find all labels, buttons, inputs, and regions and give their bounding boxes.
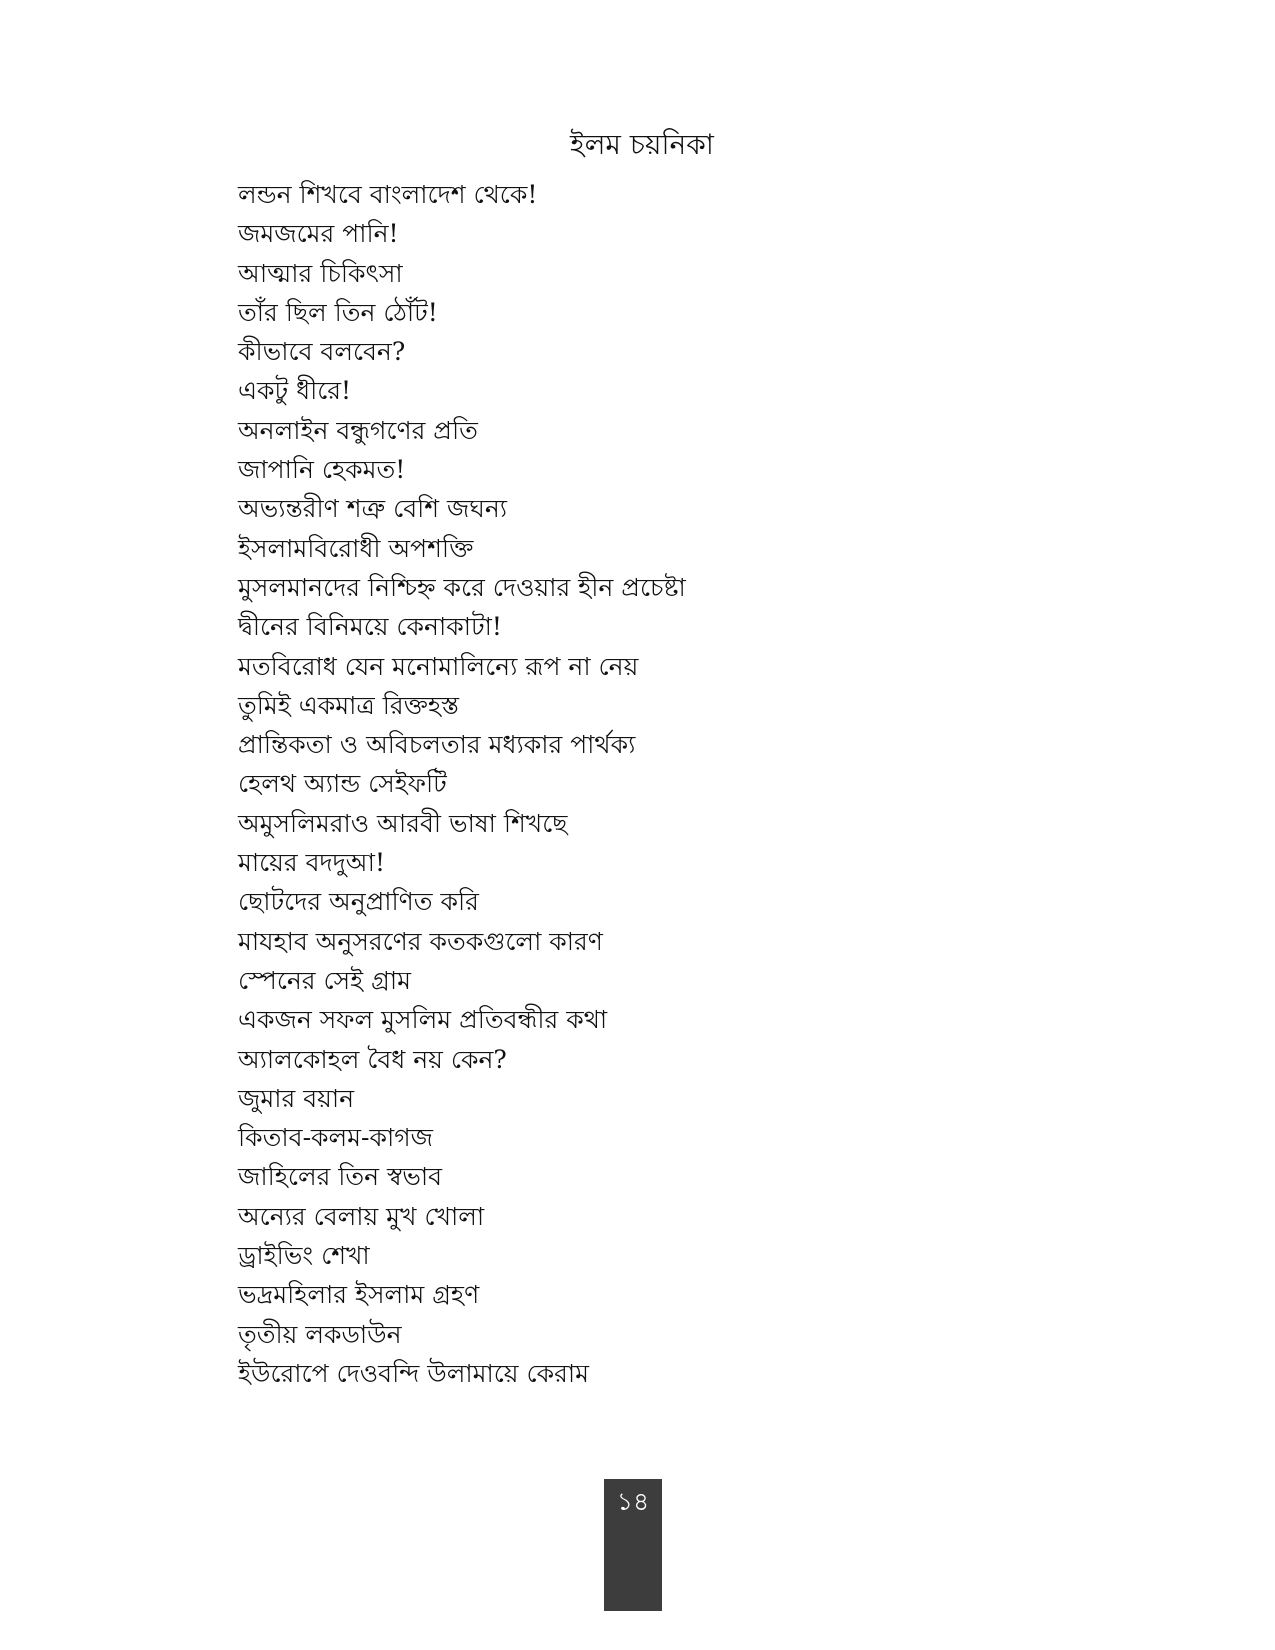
toc-item: মতবিরোধ যেন মনোমালিন্যে রূপ না নেয় [238,651,639,681]
toc-item: জমজমের পানি! [238,219,399,249]
book-title: ইলম চয়নিকা [570,128,714,161]
toc-item: অমুসলিমরাও আরবী ভাষা শিখছে [238,808,568,838]
toc-item: একটু ধীরে! [238,376,352,406]
toc-item: তাঁর ছিল তিন ঠোঁট! [238,297,438,327]
toc-item: তুমিই একমাত্র রিক্তহস্ত [238,690,459,720]
toc-item: মাযহাব অনুসরণের কতকগুলো কারণ [238,926,603,956]
toc-item: ইসলামবিরোধী অপশক্তি [238,533,474,563]
toc-list [238,175,686,1393]
toc-item: মুসলমানদের নিশ্চিহ্ন করে দেওয়ার হীন প্রচেষ্টা [238,572,686,602]
toc-item: লন্ডন শিখবে বাংলাদেশ থেকে! [238,180,538,209]
toc-item: জুমার বয়ান [238,1083,355,1113]
page-number: ১৪ [616,1487,650,1516]
toc-item: কিতাব-কলম-কাগজ [238,1123,433,1153]
toc-item: হেলথ অ্যান্ড সেইফটি [238,769,447,799]
toc-item: অনলাইন বন্ধুগণের প্রতি [238,415,478,445]
toc-item: আত্মার চিকিৎসা [238,258,403,288]
toc-item: জাপানি হেকমত! [238,455,406,485]
toc-item: জাহিলের তিন স্বভাব [238,1162,443,1192]
toc-item: প্রান্তিকতা ও অবিচলতার মধ্যকার পার্থক্য [238,730,636,760]
toc-item: ইউরোপে দেওবন্দি উলামায়ে কেরাম [238,1358,589,1388]
toc-item: তৃতীয় লকডাউন [238,1319,402,1349]
toc-item: একজন সফল মুসলিম প্রতিবন্ধীর কথা [238,1005,608,1035]
toc-item: অভ্যন্তরীণ শত্রু বেশি জঘন্য [238,494,507,524]
toc-item: মায়ের বদদুআ! [238,848,385,878]
toc-item: দ্বীনের বিনিময়ে কেনাকাটা! [238,612,502,642]
toc-item: অন্যের বেলায় মুখ খোলা [238,1201,485,1231]
toc-item: কীভাবে বলবেন? [238,337,406,367]
toc-item: ভদ্রমহিলার ইসলাম গ্রহণ [238,1280,480,1310]
toc-item: অ্যালকোহল বৈধ নয় কেন? [238,1044,507,1074]
toc-item: ড্রাইভিং শেখা [238,1241,370,1271]
toc-item: ছোটদের অনুপ্রাণিত করি [238,887,479,917]
page-number-tab [604,1479,662,1611]
toc-item: স্পেনের সেই গ্রাম [238,965,411,995]
